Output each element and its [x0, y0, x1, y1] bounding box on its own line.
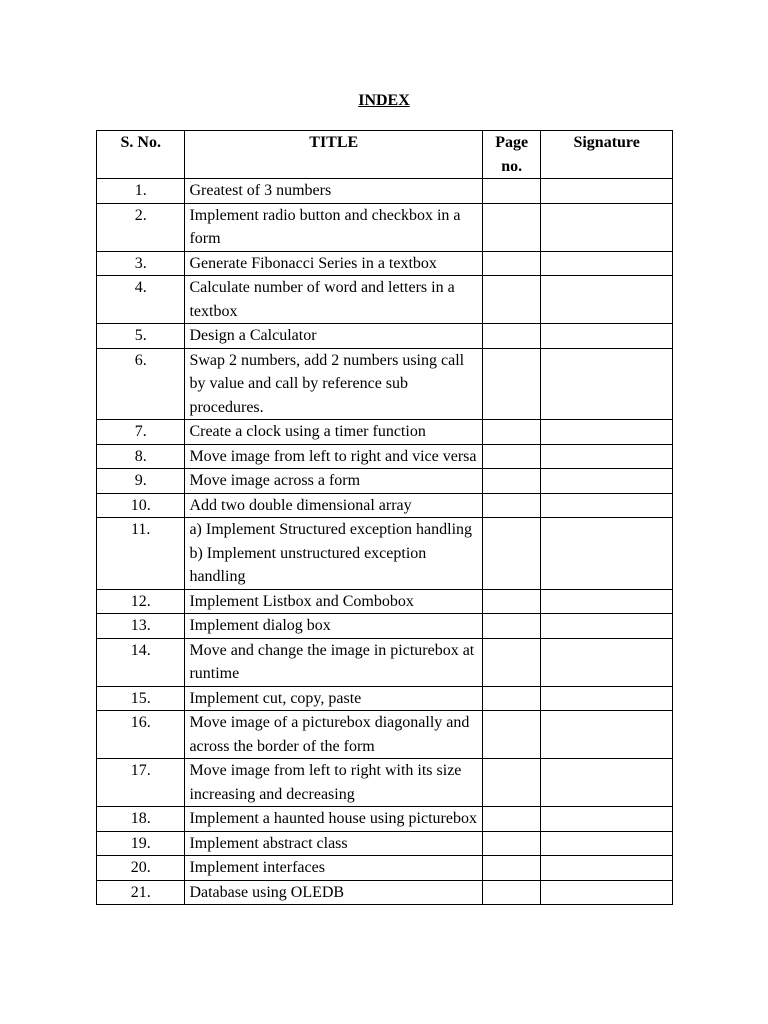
row-title [185, 589, 483, 614]
row-signature [541, 324, 673, 349]
row-title-text: Calculate number of word and letters in a textbox [189, 279, 455, 320]
table-row [97, 686, 673, 711]
row-signature [541, 203, 673, 251]
row-sno: 11. [97, 518, 185, 590]
table-row [97, 856, 673, 881]
row-title-text: Move and change the image in picturebox at runtime [189, 641, 475, 682]
row-signature [541, 686, 673, 711]
row-title [185, 251, 483, 276]
row-sno: 16. [97, 711, 185, 759]
table-row [97, 251, 673, 276]
row-sno: 1. [97, 179, 185, 204]
row-signature [541, 444, 673, 469]
row-signature [541, 759, 673, 807]
table-row [97, 880, 673, 905]
header-page-line2: no. [501, 157, 523, 175]
row-title [185, 469, 483, 494]
header-sno: S. No. [97, 131, 185, 179]
row-title [185, 711, 483, 759]
row-page-no [483, 179, 541, 204]
row-page-no [483, 831, 541, 856]
row-page-no [483, 444, 541, 469]
row-sno: 21. [97, 880, 185, 905]
row-sno: 3. [97, 251, 185, 276]
table-row [97, 493, 673, 518]
row-title-text: Create a clock using a timer function [189, 423, 426, 440]
row-sno: 6. [97, 348, 185, 420]
row-sno: 19. [97, 831, 185, 856]
table-row [97, 444, 673, 469]
row-page-no [483, 638, 541, 686]
header-page-line1: Page [495, 134, 529, 151]
row-signature [541, 518, 673, 590]
row-page-no [483, 324, 541, 349]
table-row [97, 711, 673, 759]
row-sno: 18. [97, 807, 185, 832]
row-title [185, 276, 483, 324]
row-title [185, 856, 483, 881]
row-title [185, 348, 483, 420]
row-sno: 13. [97, 614, 185, 639]
row-page-no [483, 493, 541, 518]
row-page-no [483, 348, 541, 420]
row-title [185, 831, 483, 856]
row-signature [541, 856, 673, 881]
row-signature [541, 251, 673, 276]
row-sno: 14. [97, 638, 185, 686]
row-signature [541, 589, 673, 614]
row-page-no [483, 759, 541, 807]
row-title [185, 203, 483, 251]
row-title-text: b) Implement unstructured exception handling [189, 544, 427, 585]
header-signature: Signature [541, 131, 673, 179]
row-signature [541, 807, 673, 832]
index-heading [0, 92, 768, 110]
row-title-text: Implement Listbox and Combobox [189, 592, 414, 610]
index-table-body [97, 179, 673, 905]
row-sno: 9. [97, 469, 185, 494]
table-row [97, 469, 673, 494]
table-row [97, 518, 673, 590]
row-title [185, 614, 483, 639]
table-row [97, 203, 673, 251]
table-row [97, 638, 673, 686]
row-page-no [483, 614, 541, 639]
table-row [97, 759, 673, 807]
row-title-text: Swap 2 numbers, add 2 numbers using call by value and call by reference sub procedures. [189, 351, 465, 416]
row-sno: 8. [97, 444, 185, 469]
row-sno: 20. [97, 856, 185, 881]
index-table [96, 130, 673, 905]
row-title-text: Add two double dimensional array [189, 496, 412, 514]
table-row [97, 614, 673, 639]
row-signature [541, 469, 673, 494]
table-row [97, 276, 673, 324]
row-page-no [483, 469, 541, 494]
table-row [97, 420, 673, 445]
row-page-no [483, 589, 541, 614]
header-row [97, 131, 673, 179]
row-sno: 12. [97, 589, 185, 614]
row-title [185, 518, 483, 590]
row-page-no [483, 203, 541, 251]
row-signature [541, 614, 673, 639]
row-title [185, 686, 483, 711]
row-signature [541, 420, 673, 445]
row-title [185, 444, 483, 469]
row-title [185, 420, 483, 445]
row-signature [541, 831, 673, 856]
row-title-text: Implement interfaces [189, 859, 325, 876]
table-row [97, 324, 673, 349]
table-row [97, 589, 673, 614]
row-sno: 15. [97, 686, 185, 711]
row-title-text: Move image across a form [189, 472, 361, 489]
row-title [185, 759, 483, 807]
row-page-no [483, 880, 541, 905]
row-signature [541, 276, 673, 324]
row-title-text: Generate Fibonacci Series in a textbox [189, 254, 437, 272]
row-title [185, 179, 483, 204]
table-row [97, 807, 673, 832]
row-page-no [483, 420, 541, 445]
table-row [97, 831, 673, 856]
row-title-text: Move image of a picturebox diagonally and across the border of the form [189, 714, 470, 755]
row-sno: 4. [97, 276, 185, 324]
row-signature [541, 711, 673, 759]
row-title-text: Implement a haunted house using picturebox [189, 810, 477, 827]
row-page-no [483, 856, 541, 881]
row-page-no [483, 518, 541, 590]
header-page-no [483, 131, 541, 179]
row-page-no [483, 276, 541, 324]
index-heading-text: INDEX [358, 92, 410, 109]
row-title-text: Database using OLEDB [189, 883, 345, 901]
row-sno: 2. [97, 203, 185, 251]
row-title-text: Greatest of 3 numbers [189, 182, 332, 199]
row-title [185, 324, 483, 349]
index-table-header [97, 131, 673, 179]
row-sno: 10. [97, 493, 185, 518]
row-title-text: a) Implement Structured exception handling [189, 521, 473, 538]
table-row [97, 179, 673, 204]
row-signature [541, 880, 673, 905]
row-signature [541, 348, 673, 420]
row-title-text: Implement abstract class [189, 834, 348, 852]
row-page-no [483, 711, 541, 759]
row-title-text: Move image from left to right and vice versa [189, 447, 477, 465]
row-page-no [483, 251, 541, 276]
table-row [97, 348, 673, 420]
row-title-text: Implement cut, copy, paste [189, 689, 362, 707]
row-signature [541, 638, 673, 686]
row-page-no [483, 686, 541, 711]
row-title-text: Implement radio button and checkbox in a form [189, 206, 461, 247]
row-sno: 5. [97, 324, 185, 349]
row-title [185, 880, 483, 905]
row-title [185, 638, 483, 686]
header-title: TITLE [185, 131, 483, 179]
row-sno: 7. [97, 420, 185, 445]
row-title [185, 807, 483, 832]
row-signature [541, 493, 673, 518]
row-title-text: Move image from left to right with its size increasing and decreasing [189, 762, 462, 803]
row-page-no [483, 807, 541, 832]
row-signature [541, 179, 673, 204]
row-title [185, 493, 483, 518]
row-title-text: Implement dialog box [189, 617, 331, 634]
row-sno: 17. [97, 759, 185, 807]
row-title-text: Design a Calculator [189, 327, 317, 344]
